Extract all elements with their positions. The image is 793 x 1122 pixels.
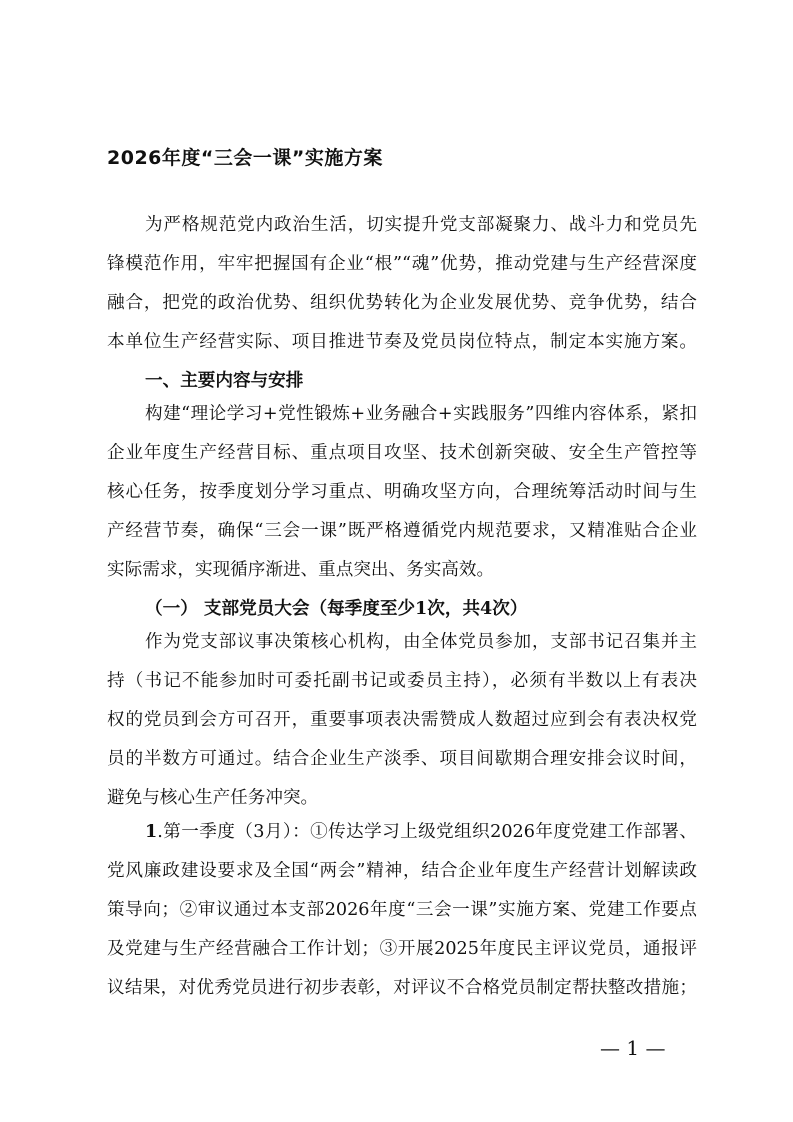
item-line: 党风廉政建设要求及全国“两会”精神，结合企业年度生产经营计划解读政	[107, 861, 697, 881]
section-body-line: 产经营节奏，确保“三会一课”既严格遵循党内规范要求，又精准贴合企业	[107, 521, 697, 541]
subsection-body-line: 员的半数方可通过。结合企业生产淡季、项目间歇期合理安排会议时间，	[107, 749, 697, 769]
intro-line: 为严格规范党内政治生活，切实提升党支部凝聚力、战斗力和党员先	[145, 215, 697, 235]
intro-line: 融合，把党的政治优势、组织优势转化为企业发展优势、竞争优势，结合	[107, 293, 697, 313]
document-title: 2026年度“三会一课”实施方案	[107, 147, 383, 169]
section-body-line: 企业年度生产经营目标、重点项目攻坚、技术创新突破、安全生产管控等	[107, 443, 697, 463]
intro-line: 本单位生产经营实际、项目推进节奏及党员岗位特点，制定本实施方案。	[107, 332, 697, 352]
intro-line: 锋模范作用，牢牢把握国有企业“根”“魂”优势，推动党建与生产经营深度	[107, 254, 697, 274]
subsection-body-line: 避免与核心生产任务冲突。	[107, 788, 319, 808]
item-line: 策导向；②审议通过本支部2026年度“三会一课”实施方案、党建工作要点	[107, 900, 697, 920]
section-body-line: 构建“理论学习+党性锻炼+业务融合+实践服务”四维内容体系，紧扣	[145, 404, 697, 424]
section-body-line: 实际需求，实现循序渐进、重点突出、务实高效。	[107, 560, 495, 580]
subsection-body-line: 作为党支部议事决策核心机构，由全体党员参加，支部书记召集并主	[145, 632, 697, 652]
section-body-line: 核心任务，按季度划分学习重点、明确攻坚方向，合理统筹活动时间与生	[107, 482, 697, 502]
item-line: 议结果，对优秀党员进行初步表彰，对评议不合格党员制定帮扶整改措施；	[107, 978, 697, 998]
subsection-body-line: 持（书记不能参加时可委托副书记或委员主持），必须有半数以上有表决	[107, 671, 697, 691]
item-text: .第一季度（3月）：①传达学习上级党组织2026年度党建工作部署、	[157, 822, 697, 842]
subsection-heading: （一） 支部党员大会（每季度至少1次，共4次）	[145, 598, 528, 619]
item-number: 1	[145, 821, 158, 842]
section-heading: 一、主要内容与安排	[145, 371, 304, 391]
item-line	[145, 817, 697, 847]
item-line: 及党建与生产经营融合工作计划；③开展2025年度民主评议党员，通报评	[107, 939, 697, 959]
page-number: — 1 —	[600, 1036, 666, 1060]
subsection-body-line: 权的党员到会方可召开，重要事项表决需赞成人数超过应到会有表决权党	[107, 710, 697, 730]
